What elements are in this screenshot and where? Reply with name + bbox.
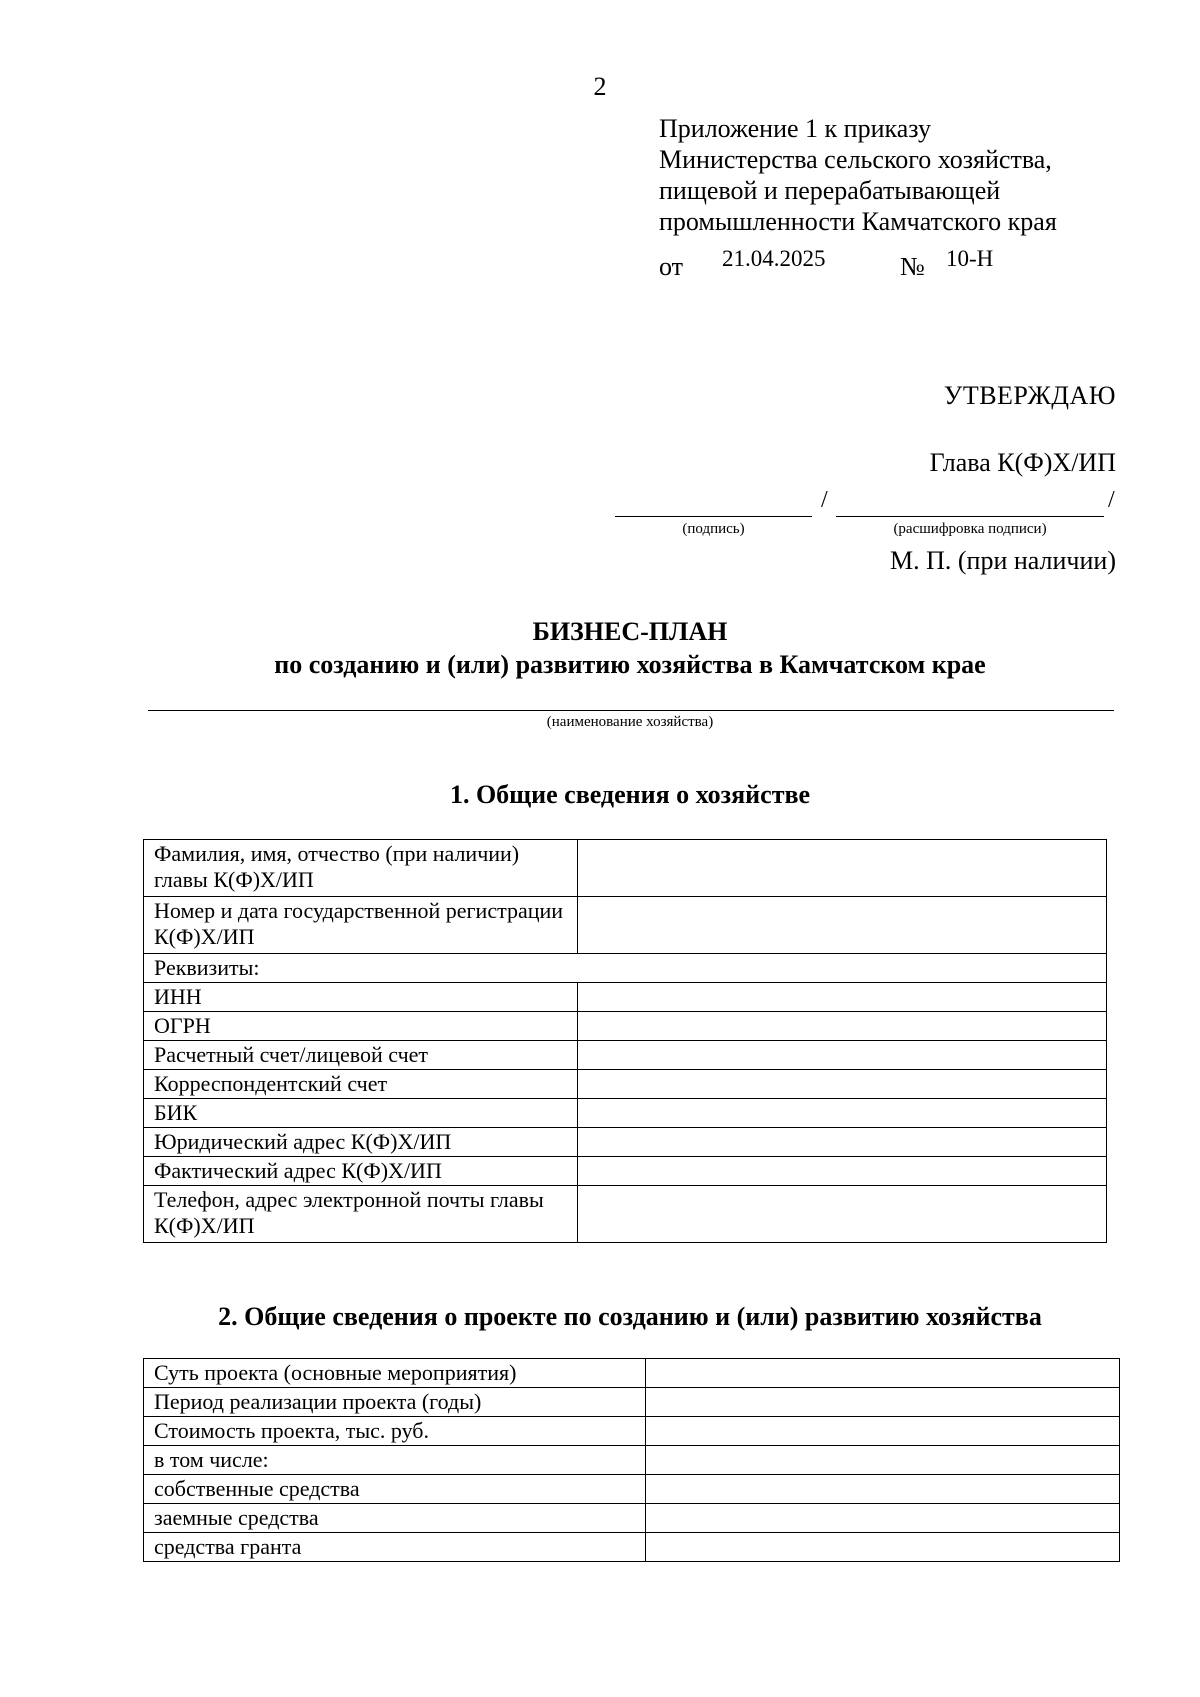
row-value-cell[interactable] — [577, 1099, 1106, 1128]
row-label: в том числе: — [144, 1446, 646, 1475]
table-row — [144, 840, 1107, 897]
number-label: № — [900, 252, 925, 281]
table-row — [144, 1070, 1107, 1099]
row-label: Юридический адрес К(Ф)Х/ИП — [144, 1128, 578, 1157]
head-title: Глава К(Ф)Х/ИП — [929, 448, 1116, 477]
row-label: Фамилия, имя, отчество (при наличии) главы К(Ф)Х/ИП — [144, 840, 578, 897]
signature-slash: / — [821, 487, 828, 513]
row-label: Реквизиты: — [144, 954, 1107, 983]
row-value-cell[interactable] — [577, 1070, 1106, 1099]
row-label: Корреспондентский счет — [144, 1070, 578, 1099]
row-value-cell[interactable] — [577, 840, 1106, 897]
row-value-cell[interactable] — [577, 1186, 1106, 1243]
appendix-line: Приложение 1 к приказу — [659, 114, 932, 143]
row-label: Суть проекта (основные мероприятия) — [144, 1359, 646, 1388]
decryption-slash: / — [1108, 487, 1115, 513]
order-number: 10-Н — [946, 246, 994, 271]
document-subtitle: по созданию и (или) развитию хозяйства в Камчатском крае — [274, 650, 986, 679]
row-label: Период реализации проекта (годы) — [144, 1388, 646, 1417]
row-label: ИНН — [144, 983, 578, 1012]
appendix-header — [659, 113, 1057, 237]
seal-note: М. П. (при наличии) — [889, 546, 1116, 575]
row-value-cell[interactable] — [577, 1157, 1106, 1186]
row-label: Телефон, адрес электронной почты главы К(Ф)Х/ИП — [144, 1186, 578, 1243]
table-row — [144, 1446, 1120, 1475]
table-row — [144, 1041, 1107, 1070]
row-label: ОГРН — [144, 1012, 578, 1041]
row-value-cell[interactable] — [645, 1417, 1119, 1446]
table-row — [144, 1533, 1120, 1562]
signature-line — [615, 516, 812, 517]
row-label: заемные средства — [144, 1504, 646, 1533]
document-title: БИЗНЕС-ПЛАН — [532, 617, 728, 646]
appendix-line: промышленности Камчатского края — [659, 207, 1057, 236]
table-row — [144, 1186, 1107, 1243]
table-row — [144, 954, 1107, 983]
row-label: собственные средства — [144, 1475, 646, 1504]
signature-caption: (подпись) — [682, 521, 745, 537]
row-value-cell[interactable] — [645, 1359, 1119, 1388]
table-row — [144, 1359, 1120, 1388]
project-info-table — [143, 1358, 1120, 1562]
section2-title: 2. Общие сведения о проекте по созданию и (или) развитию хозяйства — [218, 1302, 1042, 1331]
row-value-cell[interactable] — [645, 1446, 1119, 1475]
section1-title: 1. Общие сведения о хозяйстве — [449, 780, 811, 809]
row-label: средства гранта — [144, 1533, 646, 1562]
table-row — [144, 897, 1107, 954]
farm-name-line — [148, 710, 1114, 711]
row-value-cell[interactable] — [645, 1475, 1119, 1504]
table-row — [144, 1099, 1107, 1128]
approve-label: УТВЕРЖДАЮ — [943, 381, 1116, 410]
table-row — [144, 1388, 1120, 1417]
farm-name-caption: (наименование хозяйства) — [546, 714, 714, 730]
row-label: БИК — [144, 1099, 578, 1128]
row-value-cell[interactable] — [577, 1041, 1106, 1070]
row-value-cell[interactable] — [577, 897, 1106, 954]
page-number: 2 — [593, 72, 607, 101]
row-label: Расчетный счет/лицевой счет — [144, 1041, 578, 1070]
decryption-caption: (расшифровка подписи) — [893, 521, 1047, 537]
table-row — [144, 1475, 1120, 1504]
table-row — [144, 1128, 1107, 1157]
table-row — [144, 1417, 1120, 1446]
row-value-cell[interactable] — [645, 1533, 1119, 1562]
table-row — [144, 1157, 1107, 1186]
row-value-cell[interactable] — [645, 1504, 1119, 1533]
table-row — [144, 1012, 1107, 1041]
row-value-cell[interactable] — [577, 1012, 1106, 1041]
row-label: Стоимость проекта, тыс. руб. — [144, 1417, 646, 1446]
row-label: Фактический адрес К(Ф)Х/ИП — [144, 1157, 578, 1186]
row-value-cell[interactable] — [577, 983, 1106, 1012]
row-value-cell[interactable] — [645, 1388, 1119, 1417]
decryption-line — [836, 516, 1104, 517]
order-date: 21.04.2025 — [722, 246, 826, 271]
farm-info-table — [143, 839, 1107, 1243]
table-row — [144, 1504, 1120, 1533]
row-label: Номер и дата государственной регистрации К(Ф)Х/ИП — [144, 897, 578, 954]
row-value-cell[interactable] — [577, 1128, 1106, 1157]
appendix-line: Министерства сельского хозяйства, — [659, 145, 1052, 174]
table-row — [144, 983, 1107, 1012]
appendix-line: пищевой и перерабатывающей — [659, 176, 1001, 205]
from-label: от — [659, 252, 684, 281]
order-reference — [659, 246, 1059, 280]
